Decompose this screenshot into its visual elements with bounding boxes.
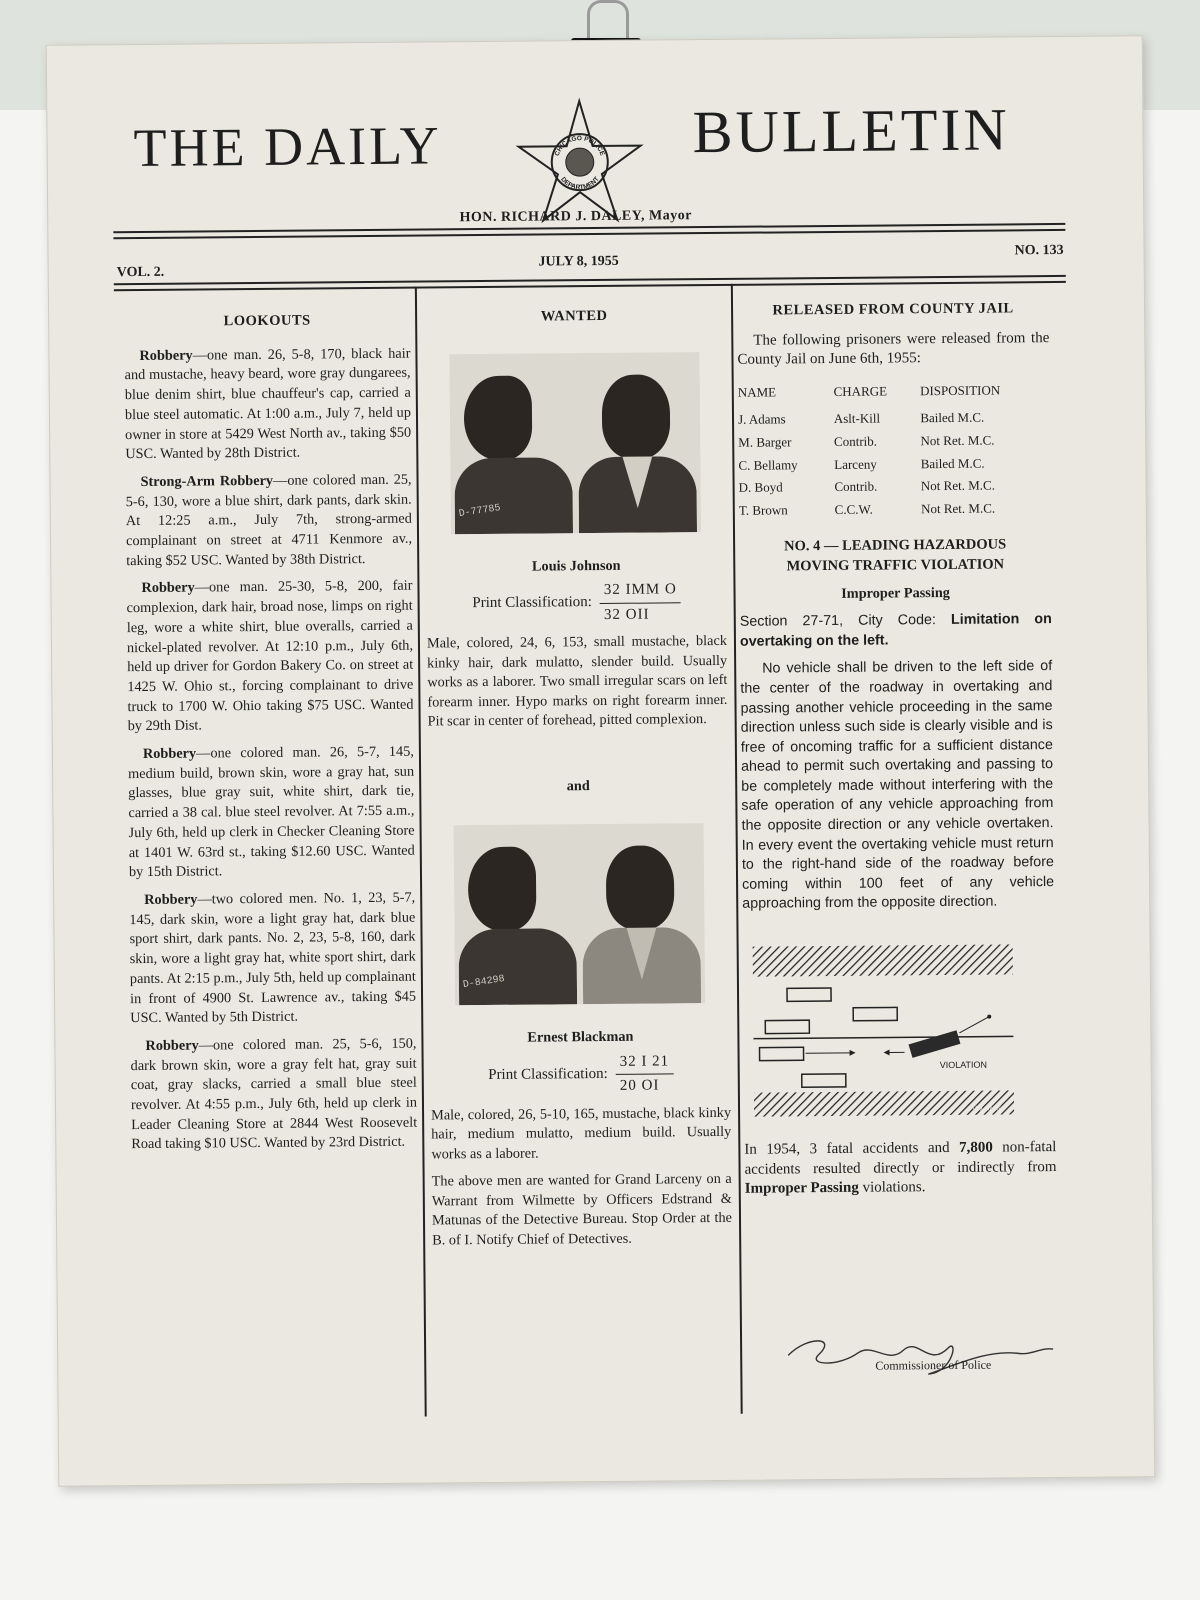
- masthead-title-right: BULLETIN: [692, 96, 1011, 166]
- mugshot-louis-johnson: [449, 352, 701, 534]
- suspect-description: Male, colored, 26, 5-10, 165, mustache, black kinky hair, medium mulatto, medium build. Usually works as a laborer.: [431, 1104, 732, 1162]
- lookout-item: Robbery—one man. 26, 5-8, 170, black hair and mustache, heavy beard, wore gray dungarees, blue denim shirt, blue chauffeur's cap, carried a blue steel automatic. At 1:00 a.m., July 7, held up owner in store at 5429 West North av., taking $50 USC. Wanted by 28th District.: [124, 345, 412, 463]
- car-icon: [802, 1074, 846, 1087]
- improper-passing-diagram: [749, 940, 1021, 1122]
- pointer-line: [959, 1017, 989, 1033]
- mayor-line: HON. RICHARD J. DALEY, Mayor: [459, 208, 693, 226]
- mugshot-front-view: [578, 360, 697, 533]
- commissioner-signature: [778, 1323, 1059, 1385]
- lookout-item: Robbery—one man. 25-30, 5-8, 200, fair complexion, dark hair, broad nose, limps on right leg, wore a white shirt, blue overalls, carried a nickel-plated revolver. At 12:10 p.m., July 6th, held up driver for Gordon Bakery Co. on street at 1425 W. Ohio st., forcing complainant to drive truck to 1700 W. Ohio taking $75 USC. Wanted by 29th Dist.: [126, 578, 414, 735]
- table-row: C. Bellamy Larceny Bailed M.C.: [738, 455, 985, 473]
- released-intro: The following prisoners were released from the County Jail on June 6th, 1955:: [737, 329, 1050, 368]
- diagram-signature: VALANIS: [972, 1105, 1002, 1113]
- traffic-heading-line2: MOVING TRAFFIC VIOLATION: [786, 556, 1005, 575]
- lookouts-heading: LOOKOUTS: [223, 312, 311, 330]
- lookout-item: Robbery—one colored man. 25, 5-6, 150, dark brown skin, wore a gray felt hat, gray suit coat, gray slacks, carried a small blue steel revolver. At 4:55 p.m., July 6th, held up clerk in Leader Cleaning Store at 2844 West Roosevelt Road taking $10 USC. Wanted by 23rd District.: [130, 1035, 418, 1153]
- lookout-item: Robbery—two colored men. No. 1, 23, 5-7, 145, dark skin, wore a light gray hat, dark blue sport shirt, dark pants. No. 2, 23, 5-8, 160, dark skin, wore a light gray hat, white sport shirt, dark pants. At 2:15 p.m., July 5th, held up complainant in front of 4900 St. Lawrence av., taking $45 USC. Wanted by 5th District.: [129, 889, 417, 1027]
- suspect-name: Louis Johnson: [531, 557, 621, 575]
- suspect-description: Male, colored, 24, 6, 153, small mustache, black kinky hair, dark mulatto, slender build. Usually works as a laborer. Two small irregular scars on left forearm inner. Hypo marks on right forearm inner. Pit scar in center of forehead, pitted complexion.: [426, 632, 728, 730]
- violating-car-icon: [909, 1030, 961, 1058]
- car-icon: [787, 988, 831, 1001]
- classification-top: 32 I 21: [616, 1052, 674, 1075]
- issue-number: NO. 133: [1014, 242, 1064, 259]
- bulletin-page: [46, 35, 1156, 1487]
- print-classification: Print Classification: $\frac{\text{32 IMM O}}{\text{32 OII}}$: [426, 580, 726, 627]
- issue-date: JULY 8, 1955: [538, 253, 619, 270]
- mugshot-profile-view: D-84298: [458, 832, 577, 1005]
- lookout-item: Robbery—one colored man. 26, 5-7, 145, medium build, brown skin, wore a gray hat, sun glasses, blue gray suit, white shirt, dark tie, carried a 38 cal. blue steel revolver. At 7:55 a.m., July 6th, held up clerk in Checker Cleaning Store at 1401 W. 63rd st., taking $12.60 USC. Wanted by 15th District.: [128, 743, 415, 881]
- signature-title: Commissioner of Police: [875, 1357, 992, 1373]
- suspect-name: Ernest Blackman: [527, 1028, 634, 1046]
- column-header: CHARGE: [833, 383, 888, 399]
- table-header-row: [738, 380, 1050, 409]
- curb-top: [753, 944, 1013, 976]
- code-section: Section 27-71, City Code: Limitation on overtaking on the left.: [739, 611, 1052, 650]
- car-icon: [765, 1020, 809, 1033]
- seal-bottom-text: DEPARTMENT: [559, 175, 601, 192]
- table-row: D. Boyd Contrib. Not Ret. M.C.: [738, 477, 995, 495]
- column-header: NAME: [737, 384, 777, 400]
- table-row: T. Brown C.C.W. Not Ret. M.C.: [738, 500, 996, 518]
- right-column: [737, 299, 1057, 1200]
- car-icon: [760, 1047, 804, 1060]
- table-row: J. Adams Aslt-Kill Bailed M.C.: [737, 410, 985, 428]
- accident-statistics: In 1954, 3 fatal accidents and 7,800 non-fatal accidents resulted directly or indirectly from Improper Passing violations.: [744, 1139, 1057, 1197]
- classification-bottom: 20 OI: [619, 1077, 660, 1094]
- traffic-body: No vehicle shall be driven to the left side of the center of the roadway in overtaking and passing another vehicle proceeding in the same direction unless such side is clearly visible and is free of oncoming traffic for a sufficient distance ahead to permit such overtaking and passing to be completely made without interfering with the safe operation of any vehicle approaching from the opposite direction or any vehicle overtaken. In every event the overtaking vehicle must return to the right-hand side of the roadway before coming within 100 feet of any vehicle approaching from the opposite direction.: [740, 658, 1055, 913]
- volume-label: VOL. 2.: [116, 264, 165, 281]
- lookouts-column: [124, 311, 417, 1164]
- mugshot-front-view: [582, 831, 701, 1004]
- seal-top-text: CHICAGO POLICE: [553, 135, 606, 158]
- car-icon: [853, 1007, 897, 1020]
- print-classification: Print Classification: $\frac{32 I 21}{20 OI}$: [431, 1051, 731, 1098]
- released-heading: RELEASED FROM COUNTY JAIL: [772, 300, 1014, 319]
- wanted-note: The above men are wanted for Grand Larceny on a Warrant from Wilmette by Officers Edstrand & Matunas of the Detective Bureau. Stop Order at the B. of I. Notify Chief of Detectives.: [431, 1170, 733, 1248]
- lookout-item: Strong-Arm Robbery—one colored man. 25, 5-6, 130, wore a blue shirt, dark pants, dark skin. At 12:25 a.m., July 7th, strong-armed complainant on street at 4711 Kenmore av., taking $52 USC. Wanted by 38th District.: [125, 471, 413, 569]
- svg-text:DEPARTMENT: [559, 176, 601, 192]
- released-table: [738, 380, 1051, 522]
- violation-label: VIOLATION: [939, 1059, 988, 1071]
- mugshot-profile-view: D-77785: [454, 361, 573, 534]
- mugshot-ernest-blackman: [454, 823, 706, 1005]
- traffic-heading-line1: NO. 4 — LEADING HAZARDOUS: [784, 536, 1007, 555]
- wanted-heading: WANTED: [540, 307, 608, 325]
- traffic-subheading: Improper Passing: [841, 584, 950, 602]
- classification-top: 32 IMM O: [600, 580, 681, 603]
- table-row: M. Barger Contrib. Not Ret. M.C.: [738, 432, 995, 450]
- center-line: [753, 1036, 1013, 1038]
- masthead-title-left: THE DAILY: [133, 115, 442, 179]
- classification-bottom: 32 OII: [603, 606, 650, 623]
- and-separator: and: [566, 777, 590, 794]
- column-header: DISPOSITION: [919, 382, 1001, 398]
- wanted-column: [424, 306, 732, 1259]
